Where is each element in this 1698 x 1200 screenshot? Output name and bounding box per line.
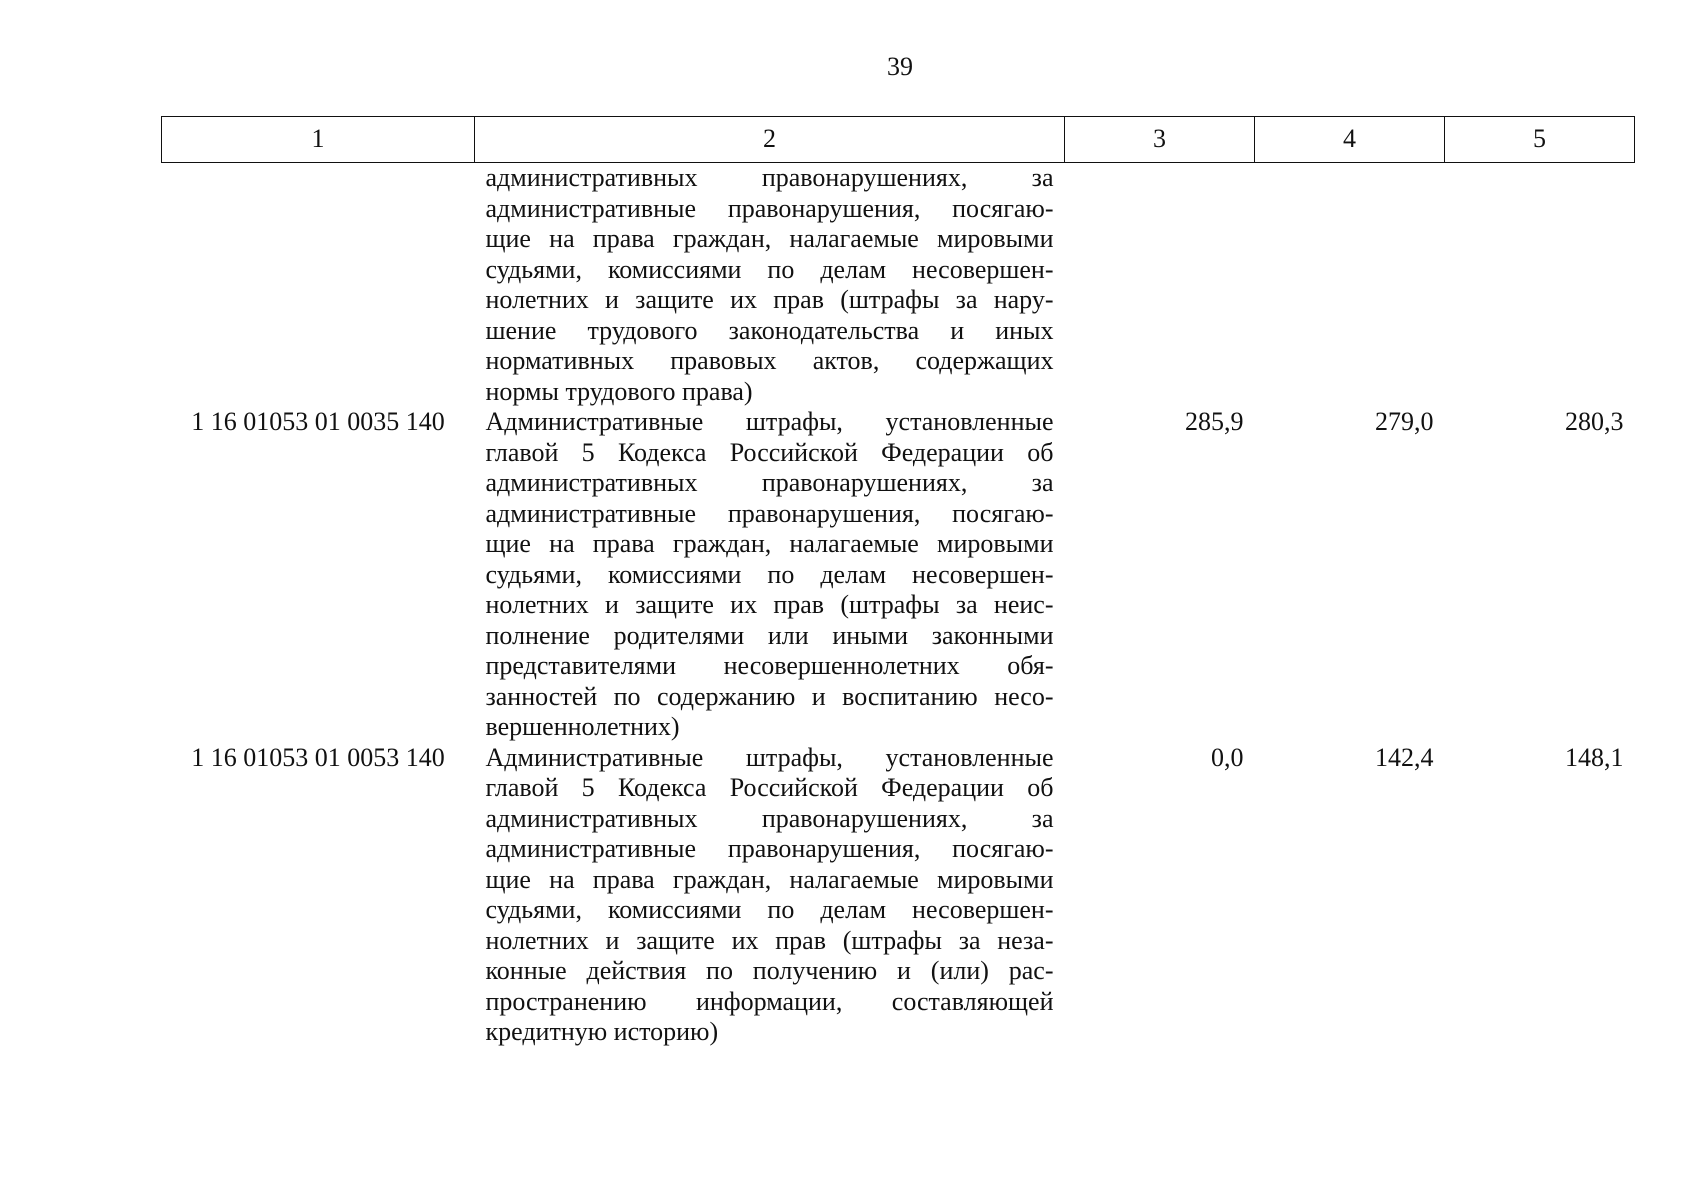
description-line: административные правонарушения, посягаю- — [485, 834, 1054, 863]
table-row — [162, 407, 1635, 743]
description-line: щие на права граждан, налагаемые мировыми — [485, 529, 1054, 558]
amount-column-3: 285,9 — [1185, 407, 1244, 436]
revenue-table — [161, 116, 1635, 1048]
revenue-description — [475, 163, 1065, 408]
description-line: нолетних и защите их прав (штрафы за неза- — [485, 925, 1054, 955]
description-line: полнение родителями или иными законными — [485, 620, 1054, 650]
amount-column-3: 0,0 — [1211, 742, 1244, 772]
description-line: нормы трудового права) — [485, 376, 753, 406]
table-row — [162, 163, 1635, 408]
amount-column-4 — [1255, 163, 1445, 408]
description-line: судьями, комиссиями по делам несовершен- — [485, 895, 1054, 924]
classification-code: 1 16 01053 01 0035 140 — [191, 407, 445, 436]
table-row — [162, 743, 1635, 1048]
classification-code: 1 16 01053 01 0053 140 — [191, 742, 445, 772]
column-header-4: 4 — [1255, 117, 1445, 163]
description-line: вершеннолетних) — [485, 712, 680, 741]
description-line: кредитную историю) — [485, 1017, 719, 1046]
description-line: административных правонарушениях, за — [485, 803, 1054, 833]
column-header-2: 2 — [475, 117, 1065, 163]
amount-column-4: 142,4 — [1375, 742, 1434, 772]
revenue-description — [475, 407, 1065, 743]
description-line: шение трудового законодательства и иных — [485, 315, 1054, 345]
description-line: административных правонарушениях, за — [485, 163, 1054, 192]
description-line: щие на права граждан, налагаемые мировыми — [485, 224, 1054, 253]
amount-column-5: 280,3 — [1565, 407, 1624, 436]
amount-column-5 — [1445, 163, 1635, 408]
amount-column-4: 279,0 — [1375, 407, 1434, 436]
description-line: нолетних и защите их прав (штрафы за нару- — [485, 285, 1054, 314]
description-line: пространению информации, составляющей — [485, 986, 1054, 1016]
description-line: щие на права граждан, налагаемые мировыми — [485, 864, 1054, 894]
column-header-3: 3 — [1065, 117, 1255, 163]
description-line: главой 5 Кодекса Российской Федерации об — [485, 773, 1054, 802]
description-line: представителями несовершеннолетних обя- — [485, 651, 1054, 680]
description-line: нормативных правовых актов, содержащих — [485, 346, 1054, 375]
description-line: нолетних и защите их прав (штрафы за неис- — [485, 590, 1054, 619]
description-line: конные действия по получению и (или) рас- — [485, 956, 1054, 985]
amount-column-5: 148,1 — [1565, 742, 1624, 772]
description-line: судьями, комиссиями по делам несовершен- — [485, 254, 1054, 284]
classification-code — [162, 163, 475, 408]
description-line: судьями, комиссиями по делам несовершен- — [485, 559, 1054, 589]
description-line: административные правонарушения, посягаю- — [485, 193, 1054, 223]
column-header-5: 5 — [1445, 117, 1635, 163]
description-line: административные правонарушения, посягаю- — [485, 498, 1054, 528]
description-line: занностей по содержанию и воспитанию несо- — [485, 681, 1054, 711]
description-line: Административные штрафы, установленные — [485, 742, 1054, 772]
revenue-description — [475, 743, 1065, 1048]
column-header-1: 1 — [162, 117, 475, 163]
description-line: главой 5 Кодекса Российской Федерации об — [485, 437, 1054, 467]
description-line: административных правонарушениях, за — [485, 468, 1054, 497]
description-line: Административные штрафы, установленные — [485, 407, 1054, 436]
page-number: 39 — [887, 52, 913, 81]
table-header-row — [162, 117, 1635, 163]
amount-column-3 — [1065, 163, 1255, 408]
